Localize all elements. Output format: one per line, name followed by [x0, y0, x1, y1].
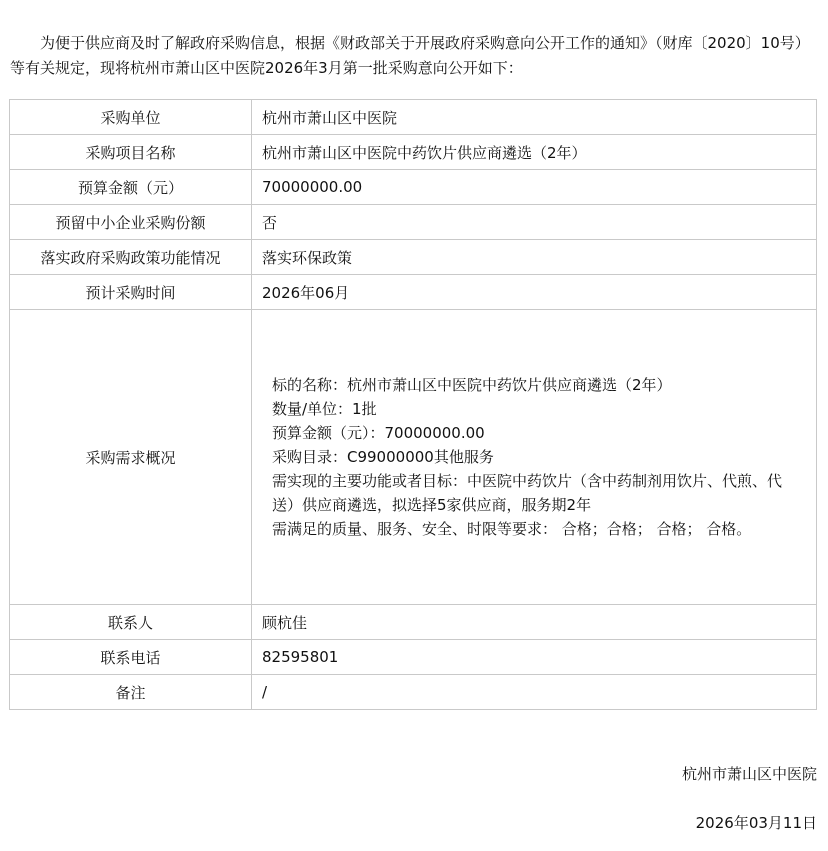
row-value: 杭州市萧山区中医院 [252, 100, 817, 135]
table-row [10, 135, 817, 170]
table-row [10, 205, 817, 240]
table-row [10, 605, 817, 640]
row-label: 预计采购时间 [10, 275, 252, 310]
table-row [10, 310, 817, 605]
intro-paragraph: 为便于供应商及时了解政府采购信息，根据《财政部关于开展政府采购意向公开工作的通知》（财库〔2020〕10号）等有关规定，现将杭州市萧山区中医院2026年3月第一批采购意向公开如下： [10, 34, 810, 77]
row-value: 82595801 [252, 640, 817, 675]
row-label: 采购单位 [10, 100, 252, 135]
requirement-line: 需满足的质量、服务、安全、时限等要求： 合格；合格； 合格； 合格。 [272, 520, 752, 538]
row-label: 备注 [10, 675, 252, 710]
row-label: 联系电话 [10, 640, 252, 675]
row-label: 采购项目名称 [10, 135, 252, 170]
row-label: 联系人 [10, 605, 252, 640]
row-value: 顾杭佳 [252, 605, 817, 640]
requirements-list [262, 373, 816, 541]
procurement-info-table [9, 99, 817, 710]
row-value: 2026年06月 [252, 275, 817, 310]
row-label: 预算金额（元） [10, 170, 252, 205]
table-row [10, 100, 817, 135]
row-label: 预留中小企业采购份额 [10, 205, 252, 240]
row-value: 否 [252, 205, 817, 240]
row-value: 杭州市萧山区中医院中药饮片供应商遴选（2年） [252, 135, 817, 170]
requirement-line: 采购目录：C99000000其他服务 [272, 448, 494, 466]
row-value: 70000000.00 [252, 170, 817, 205]
requirement-line: 标的名称：杭州市萧山区中医院中药饮片供应商遴选（2年） [272, 376, 672, 394]
row-label: 落实政府采购政策功能情况 [10, 240, 252, 275]
requirement-line: 预算金额（元）：70000000.00 [272, 424, 485, 442]
requirement-line: 数量/单位：1批 [272, 400, 377, 418]
table-row [10, 240, 817, 275]
signature-date: 2026年03月11日 [695, 814, 817, 832]
table-row [10, 640, 817, 675]
requirement-line: 需实现的主要功能或者目标：中医院中药饮片（含中药制剂用饮片、代煎、代送）供应商遴选，拟选择5家供应商，服务期2年 [272, 472, 783, 514]
requirements-cell [252, 310, 817, 605]
table-row [10, 170, 817, 205]
signature-org: 杭州市萧山区中医院 [681, 765, 817, 783]
row-value: / [252, 675, 817, 710]
table-row [10, 675, 817, 710]
table-row [10, 275, 817, 310]
row-value: 落实环保政策 [252, 240, 817, 275]
row-label: 采购需求概况 [10, 310, 252, 605]
